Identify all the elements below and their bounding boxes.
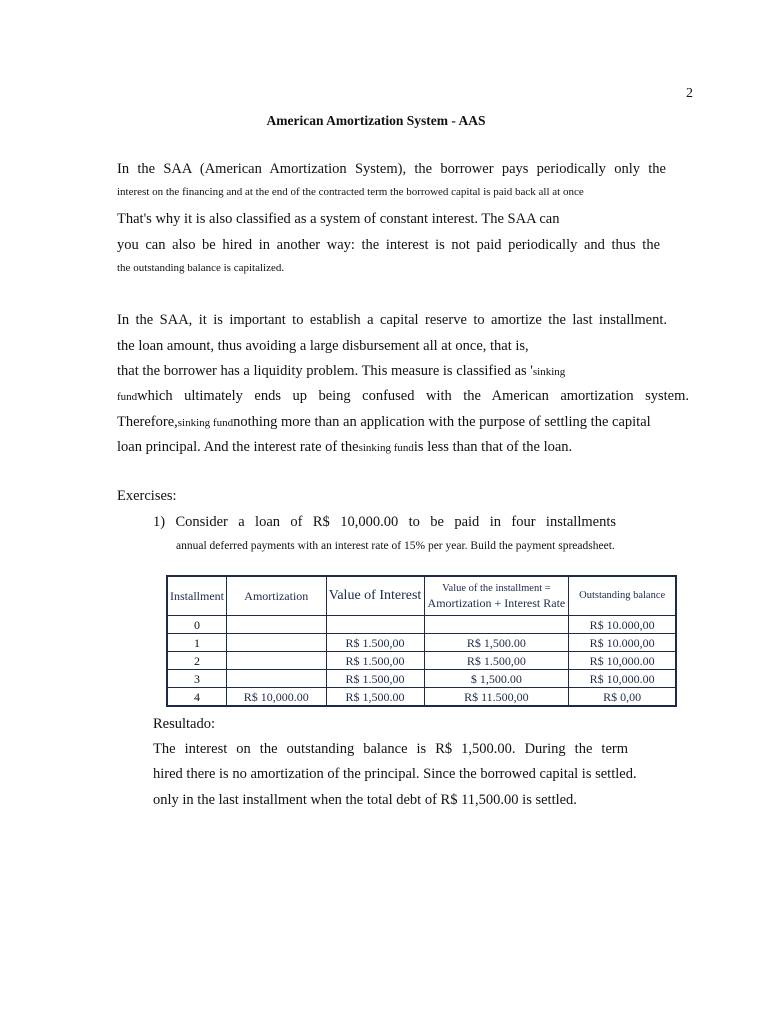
payment-spreadsheet xyxy=(166,575,677,707)
cell-interest: R$ 1.500,00 xyxy=(326,670,424,688)
header-installment-value-line-1: Value of the installment = xyxy=(442,583,551,594)
result-line-1: The interest on the outstanding balance is R$ 1,500.00. During the term xyxy=(153,741,628,757)
table-row xyxy=(167,670,676,688)
paragraph-2-line-5-text-a: Therefore, xyxy=(117,414,178,430)
header-installment-value-line-2: Amortization + Interest Rate xyxy=(427,596,566,610)
cell-installment-value: R$ 1,500.00 xyxy=(424,634,569,652)
cell-balance: R$ 10,000.00 xyxy=(569,652,676,670)
header-interest: Value of Interest xyxy=(326,576,424,616)
header-installment: Installment xyxy=(167,576,227,616)
header-installment-value xyxy=(424,576,569,616)
header-balance: Outstanding balance xyxy=(569,576,676,616)
paragraph-2-line-1: In the SAA, it is important to establish a capital reserve to amortize the last installment. xyxy=(117,312,667,328)
paragraph-2-line-2: the loan amount, thus avoiding a large disbursement all at once, that is, xyxy=(117,338,529,354)
table-row xyxy=(167,616,676,634)
paragraph-2-line-5-text-b: nothing more than an application with the purpose of settling the capital xyxy=(233,414,651,430)
cell-installment-value: R$ 11.500,00 xyxy=(424,688,569,707)
paragraph-2-line-3-text: that the borrower has a liquidity problem. This measure is classified as ' xyxy=(117,363,533,379)
result-line-3: only in the last installment when the total debt of R$ 11,500.00 is settled. xyxy=(153,792,577,808)
cell-balance: R$ 10,000.00 xyxy=(569,670,676,688)
page-number: 2 xyxy=(686,86,693,101)
cell-installment-value: R$ 1.500,00 xyxy=(424,652,569,670)
table-row xyxy=(167,652,676,670)
cell-interest: R$ 1.500,00 xyxy=(326,652,424,670)
cell-balance: R$ 10.000,00 xyxy=(569,634,676,652)
paragraph-2-line-5 xyxy=(117,414,651,431)
cell-installment: 2 xyxy=(167,652,227,670)
result-line-2: hired there is no amortization of the principal. Since the borrowed capital is settled. xyxy=(153,766,637,782)
cell-interest xyxy=(326,616,424,634)
cell-amortization: R$ 10,000.00 xyxy=(227,688,327,707)
cell-interest: R$ 1.500,00 xyxy=(326,634,424,652)
paragraph-1-line-4: you can also be hired in another way: the interest is not paid periodically and thus the xyxy=(117,237,660,253)
table-header-row xyxy=(167,576,676,616)
paragraph-2-line-6-text-a: loan principal. And the interest rate of the xyxy=(117,439,359,455)
paragraph-2-line-3 xyxy=(117,363,565,380)
cell-interest: R$ 1,500.00 xyxy=(326,688,424,707)
cell-balance: R$ 10.000,00 xyxy=(569,616,676,634)
paragraph-1-line-1: In the SAA (American Amortization System), the borrower pays periodically only the xyxy=(117,161,666,177)
cell-balance: R$ 0,00 xyxy=(569,688,676,707)
sinking-fund-term: sinking fund xyxy=(177,417,234,429)
cell-amortization xyxy=(227,670,327,688)
sinking-term: sinking xyxy=(532,366,566,378)
exercise-1-line-1: 1) Consider a loan of R$ 10,000.00 to be paid in four installments xyxy=(153,514,616,530)
paragraph-1-line-3: That's why it is also classified as a system of constant interest. The SAA can xyxy=(117,211,560,227)
cell-amortization xyxy=(227,634,327,652)
cell-installment-value xyxy=(424,616,569,634)
cell-amortization xyxy=(227,616,327,634)
paragraph-2-line-6 xyxy=(117,439,572,456)
paragraph-2-line-4-text: which ultimately ends up being confused with the American amortization system. xyxy=(137,388,689,404)
paragraph-2-line-6-text-b: is less than that of the loan. xyxy=(413,439,573,455)
paragraph-1-line-2: interest on the financing and at the end of the contracted term the borrowed capital is paid back all at once xyxy=(117,186,584,198)
cell-amortization xyxy=(227,652,327,670)
cell-installment: 0 xyxy=(167,616,227,634)
result-heading: Resultado: xyxy=(153,716,216,732)
cell-installment: 1 xyxy=(167,634,227,652)
document-title: American Amortization System - AAS xyxy=(266,113,486,128)
paragraph-2-line-4 xyxy=(117,388,689,405)
exercise-1-line-2: annual deferred payments with an interest rate of 15% per year. Build the payment spreadsheet. xyxy=(176,540,615,552)
cell-installment-value: $ 1,500.00 xyxy=(424,670,569,688)
sinking-fund-term-2: sinking fund xyxy=(358,442,414,454)
cell-installment: 4 xyxy=(167,688,227,707)
exercises-heading: Exercises: xyxy=(117,488,177,504)
header-amortization: Amortization xyxy=(227,576,327,616)
paragraph-1-line-5: the outstanding balance is capitalized. xyxy=(117,262,285,274)
fund-term: fund xyxy=(117,391,138,403)
table-row xyxy=(167,688,676,707)
cell-installment: 3 xyxy=(167,670,227,688)
table-row xyxy=(167,634,676,652)
